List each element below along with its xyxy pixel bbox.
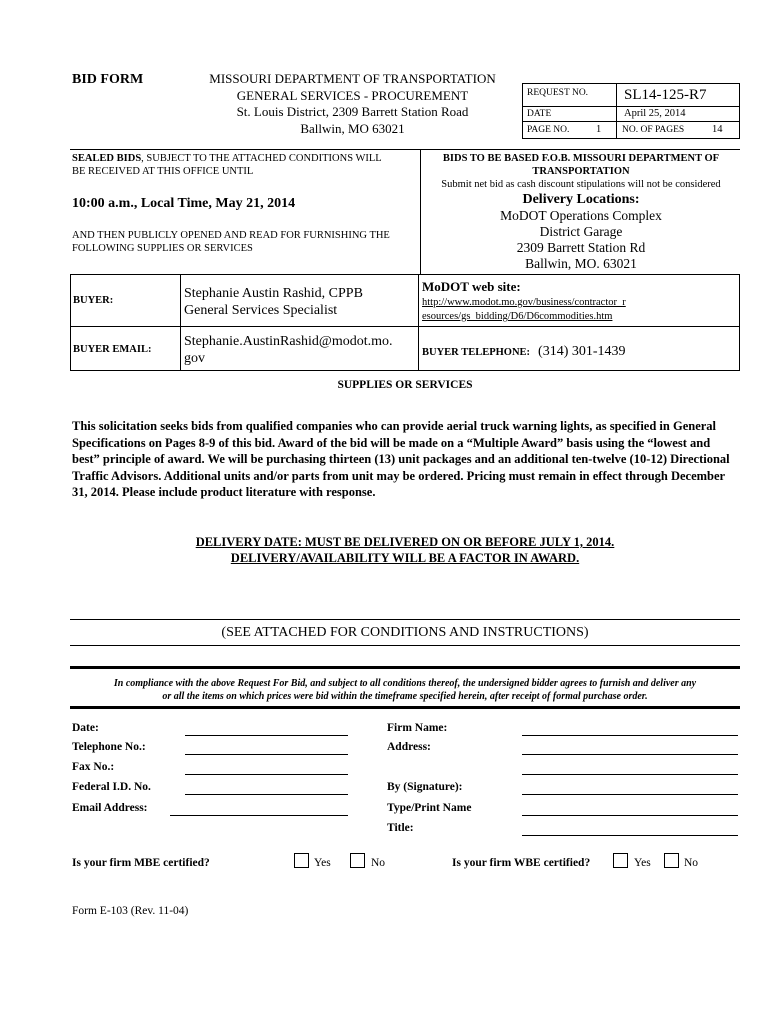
sealed-bids-line2: BE RECEIVED AT THIS OFFICE UNTIL: [72, 166, 254, 177]
mbe-yes-checkbox[interactable]: [294, 853, 309, 868]
opened-line: FOLLOWING SUPPLIES OR SERVICES: [72, 243, 253, 254]
address-field-line-2[interactable]: [522, 774, 738, 775]
federal-id-field-label: Federal I.D. No.: [72, 781, 151, 793]
compliance-statement: [70, 677, 740, 703]
email-line: gov: [184, 351, 205, 366]
title-field-label: Title:: [387, 822, 414, 834]
bid-deadline: 10:00 a.m., Local Time, May 21, 2014: [72, 196, 296, 211]
web-link-line[interactable]: esources/gs_bidding/D6/D6commodities.htm: [422, 311, 613, 322]
fax-field-line[interactable]: [185, 774, 348, 775]
fax-field-label: Fax No.:: [72, 761, 115, 773]
email-field-label: Email Address:: [72, 802, 148, 814]
mbe-question: Is your firm MBE certified?: [72, 857, 210, 869]
wbe-question: Is your firm WBE certified?: [452, 857, 591, 869]
date-value: April 25, 2014: [624, 108, 686, 119]
request-no-label: REQUEST NO.: [527, 88, 589, 98]
fob-line: TRANSPORTATION: [532, 166, 630, 177]
wbe-yes-label: Yes: [634, 857, 651, 869]
form-number: Form E-103 (Rev. 11-04): [72, 905, 189, 917]
num-pages-label: NO. OF PAGES: [622, 125, 685, 135]
delivery-date-notice: [70, 534, 740, 566]
telephone-field-label: Telephone No.:: [72, 741, 146, 753]
buyer-telephone-value: (314) 301-1439: [538, 344, 626, 359]
fob-block: [422, 152, 740, 191]
type-print-field-label: Type/Print Name: [387, 802, 472, 814]
email-field-line[interactable]: [170, 815, 348, 816]
web-site-link[interactable]: [422, 296, 626, 324]
delivery-notice-line: DELIVERY DATE: MUST BE DELIVERED ON OR BEFORE JULY 1, 2014.: [195, 535, 615, 549]
wbe-yes-checkbox[interactable]: [613, 853, 628, 868]
buyer-email-label: BUYER EMAIL:: [73, 344, 152, 355]
fob-line: BIDS TO BE BASED F.O.B. MISSOURI DEPARTMENT OF: [442, 153, 720, 164]
address-field-label: Address:: [387, 741, 431, 753]
sealed-bids-bold: SEALED BIDS: [72, 153, 142, 164]
delivery-locations: [422, 192, 740, 272]
wbe-no-checkbox[interactable]: [664, 853, 679, 868]
sealed-bids-text: [72, 152, 382, 178]
signature-field-line[interactable]: [522, 794, 738, 795]
delivery-line: 2309 Barrett Station Rd: [516, 240, 646, 255]
firm-name-field-label: Firm Name:: [387, 722, 448, 734]
web-site-label: MoDOT web site:: [422, 279, 521, 294]
title-field-line[interactable]: [522, 835, 738, 836]
delivery-line: MoDOT Operations Complex: [500, 208, 662, 223]
buyer-title: General Services Specialist: [184, 303, 338, 318]
buyer-name: Stephanie Austin Rashid, CPPB: [184, 286, 363, 301]
compliance-line: or all the items on which prices were bid within the timeframe specified herein, after receipt of formal purchase order.: [162, 691, 648, 702]
date-label: DATE: [527, 109, 552, 119]
delivery-line: Ballwin, MO. 63021: [525, 256, 637, 271]
sealed-bids-rest: , SUBJECT TO THE ATTACHED CONDITIONS WILL: [141, 153, 382, 164]
web-link-line[interactable]: http://www.modot.mo.gov/business/contractor_r: [422, 297, 626, 308]
fob-note: Submit net bid as cash discount stipulations will not be considered: [441, 179, 721, 190]
form-title: BID FORM: [72, 72, 144, 87]
request-no-value: SL14-125-R7: [624, 87, 707, 103]
address-field-line[interactable]: [522, 754, 738, 755]
agency-block: [180, 71, 525, 137]
attached-note: (SEE ATTACHED FOR CONDITIONS AND INSTRUCTIONS): [221, 625, 589, 640]
page-no-label: PAGE NO.: [527, 125, 570, 135]
compliance-line: In compliance with the above Request For Bid, and subject to all conditions thereof, the undersigned bidder agrees to furnish and deliver any: [113, 678, 697, 689]
mbe-no-label: No: [371, 857, 386, 869]
wbe-no-label: No: [684, 857, 699, 869]
opened-line: AND THEN PUBLICLY OPENED AND READ FOR FURNISHING THE: [72, 230, 390, 241]
date-field-line[interactable]: [185, 735, 348, 736]
buyer-email-value: [184, 333, 393, 367]
signature-field-label: By (Signature):: [387, 781, 463, 793]
opened-text: [72, 229, 390, 255]
delivery-title: Delivery Locations:: [522, 192, 640, 207]
num-pages-value: 14: [712, 124, 723, 135]
mbe-yes-label: Yes: [314, 857, 331, 869]
date-field-label: Date:: [72, 722, 99, 734]
federal-id-field-line[interactable]: [185, 794, 348, 795]
agency-line: GENERAL SERVICES - PROCUREMENT: [236, 87, 469, 103]
delivery-notice-line: DELIVERY/AVAILABILITY WILL BE A FACTOR IN AWARD.: [230, 551, 580, 565]
firm-name-field-line[interactable]: [522, 735, 738, 736]
agency-line: MISSOURI DEPARTMENT OF TRANSPORTATION: [209, 71, 496, 86]
agency-line: St. Louis District, 2309 Barrett Station Road: [236, 104, 469, 119]
agency-line: Ballwin, MO 63021: [300, 120, 405, 136]
delivery-line: District Garage: [539, 224, 623, 239]
email-line: Stephanie.AustinRashid@modot.mo.: [184, 334, 393, 349]
buyer-telephone-label: BUYER TELEPHONE:: [422, 347, 531, 358]
supplies-paragraph: This solicitation seeks bids from qualified companies who can provide aerial truck warning lights, as specified in General Specifications on Pages 8-9 of this bid. Award of the bid will be made on a “Multiple Award” basis using the “lowest and best” principle of award. We will be purchasing thirteen (13) unit packages and an additional ten-twelve (10-12) Directional Traffic Advisors. Additional units and/or parts from unit may be ordered. Pricing must remain in effect through December 31, 2014. Please include product literature with response.: [72, 419, 730, 499]
telephone-field-line[interactable]: [185, 754, 348, 755]
buyer-telephone: [422, 342, 626, 360]
mbe-no-checkbox[interactable]: [350, 853, 365, 868]
page-no-value: 1: [596, 124, 602, 135]
buyer-name-block: [184, 285, 363, 319]
supplies-heading: SUPPLIES OR SERVICES: [337, 379, 473, 391]
buyer-label: BUYER:: [73, 295, 114, 306]
type-print-field-line[interactable]: [522, 815, 738, 816]
